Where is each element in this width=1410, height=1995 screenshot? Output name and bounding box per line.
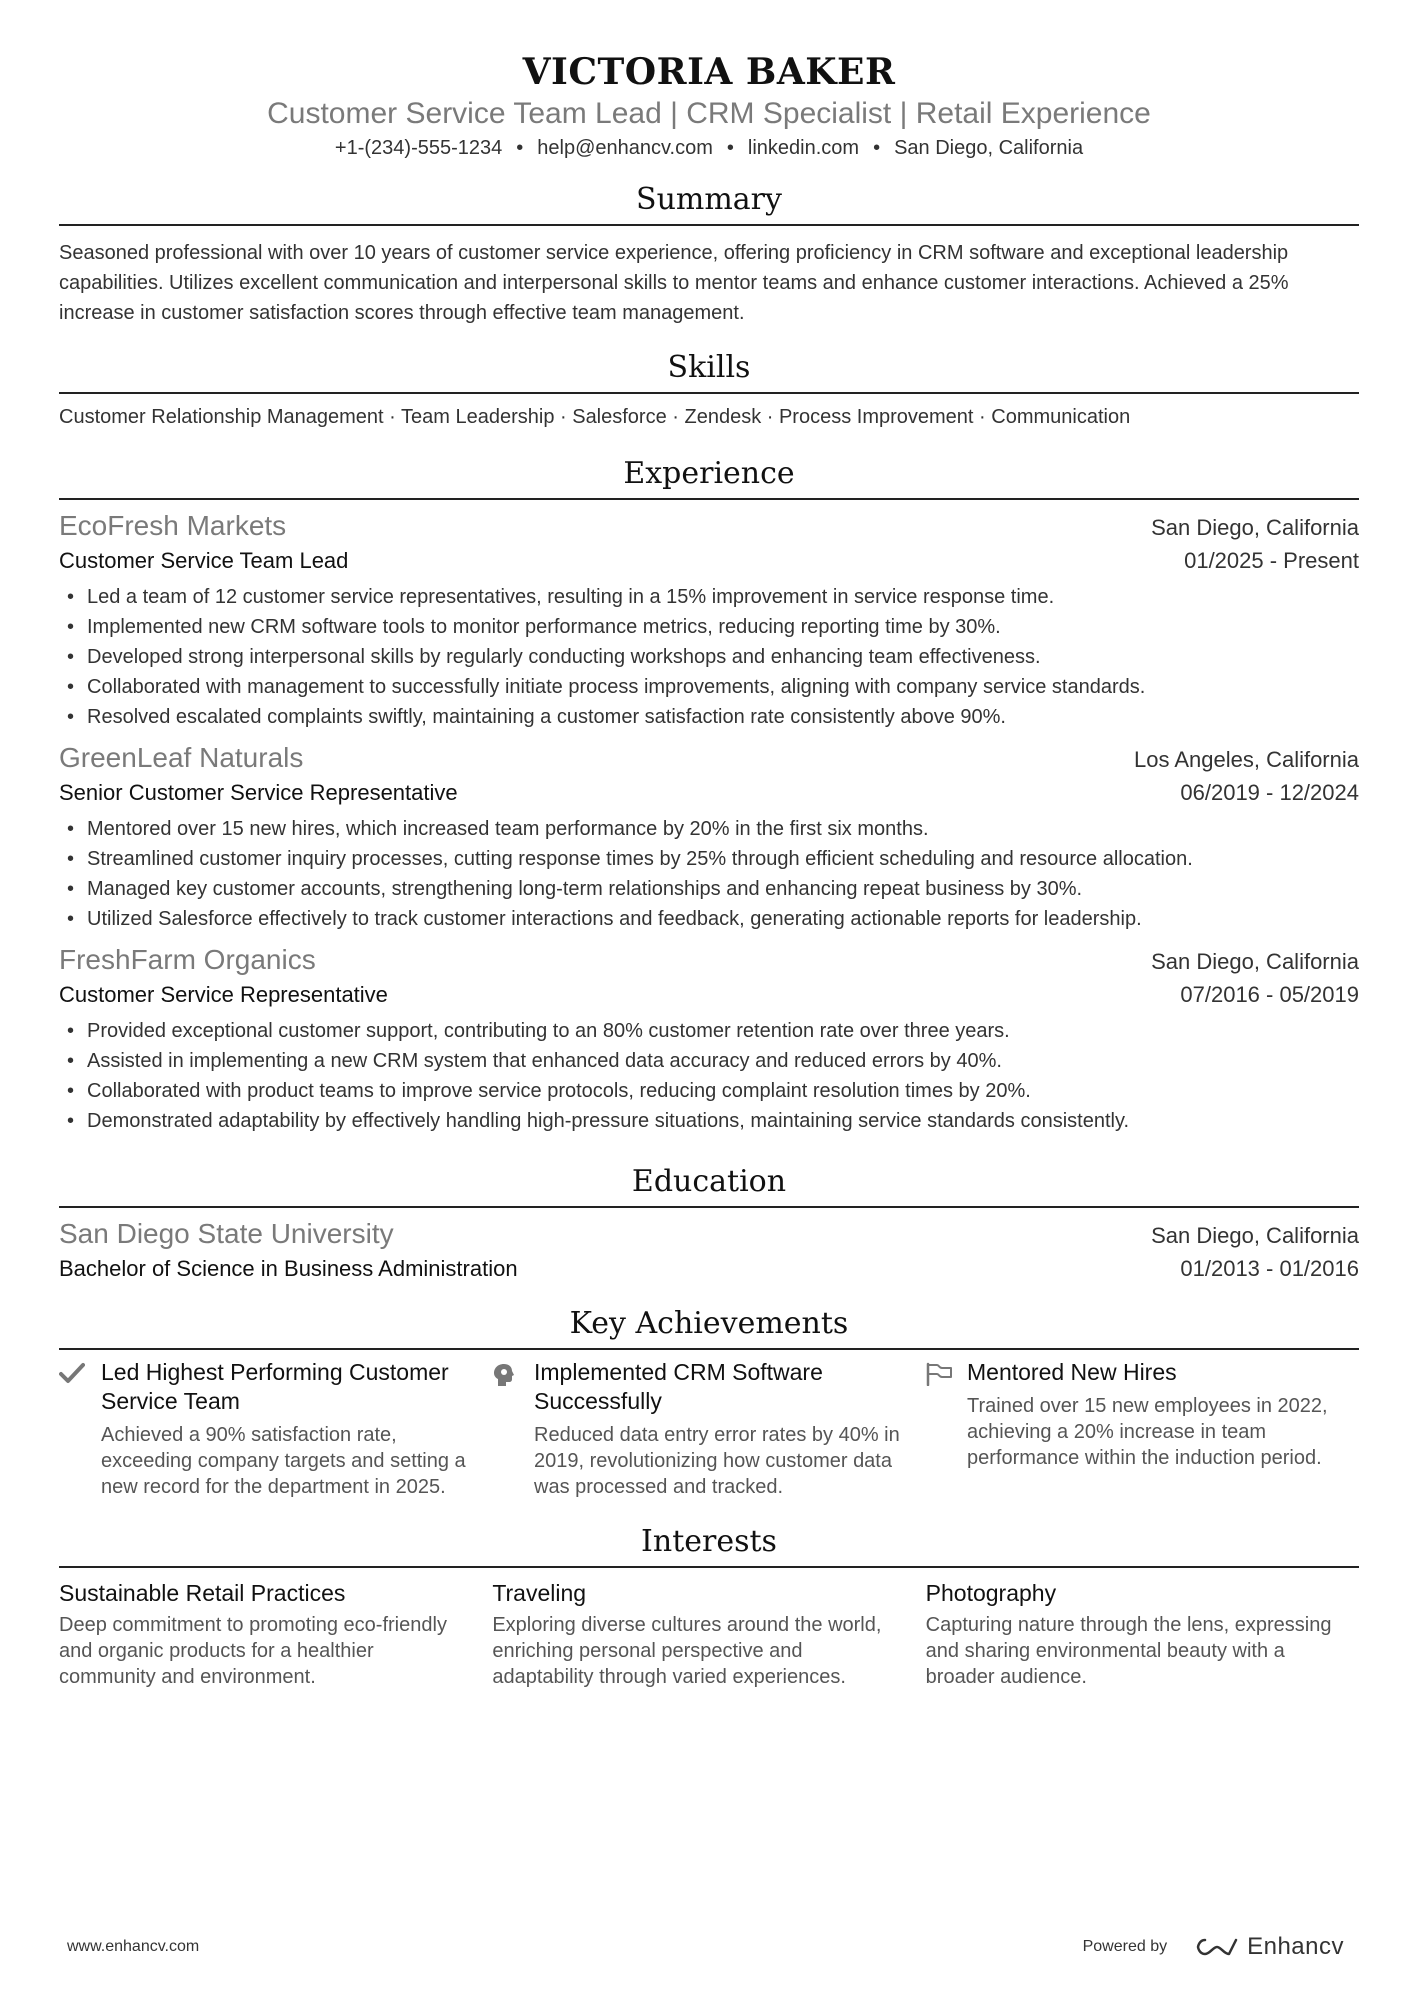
page-footer xyxy=(67,1933,1344,1961)
education-dates: 01/2013 - 01/2016 xyxy=(1180,1256,1359,1281)
interest-title: Sustainable Retail Practices xyxy=(59,1580,346,1606)
resume-page xyxy=(59,0,1359,1995)
enhancv-logo-icon xyxy=(1195,1936,1239,1958)
achievement-title: Led Highest Performing Customer Service Team xyxy=(101,1359,449,1414)
section-divider xyxy=(59,392,1359,394)
job-bullets xyxy=(59,582,1359,732)
degree: Bachelor of Science in Business Administration xyxy=(59,1256,518,1281)
contact-line xyxy=(59,134,1359,162)
job-role: Customer Service Team Lead xyxy=(59,548,349,573)
interest-title: Photography xyxy=(925,1580,1057,1606)
school-name: San Diego State University xyxy=(59,1218,394,1249)
achievement-title: Implemented CRM Software Successfully xyxy=(534,1359,823,1414)
interest-desc: Exploring diverse cultures around the world, enriching personal perspective and adaptability through varied experiences. xyxy=(492,1614,882,1688)
candidate-name: VICTORIA BAKER xyxy=(522,51,896,93)
job-dates: 01/2025 - Present xyxy=(1184,548,1359,573)
achievement-item xyxy=(925,1358,1358,1500)
bullet-item: • Developed strong interpersonal skills by regularly conducting workshops and enhancing team effectiveness. xyxy=(59,642,1359,672)
company-name: GreenLeaf Naturals xyxy=(59,742,304,773)
resume-header xyxy=(59,0,1359,162)
bullet-item: • Led a team of 12 customer service representatives, resulting in a 15% improvement in service response time. xyxy=(59,582,1359,612)
section-divider xyxy=(59,1348,1359,1350)
section-divider xyxy=(59,498,1359,500)
bullet-item: • Implemented new CRM software tools to monitor performance metrics, reducing reporting time by 30%. xyxy=(59,612,1359,642)
footer-website[interactable]: www.enhancv.com xyxy=(67,1938,200,1955)
achievements-grid xyxy=(59,1358,1359,1500)
enhancv-logo[interactable] xyxy=(1195,1933,1344,1961)
bullet-item: • Resolved escalated complaints swiftly, maintaining a customer satisfaction rate consistently above 90%. xyxy=(59,702,1359,732)
job-bullets xyxy=(59,1016,1359,1136)
candidate-title: Customer Service Team Lead | CRM Specialist | Retail Experience xyxy=(267,97,1151,130)
bullet-item: • Collaborated with product teams to improve service protocols, reducing complaint resolution times by 20%. xyxy=(59,1076,1359,1106)
education-entry xyxy=(59,1216,1359,1286)
achievements-section xyxy=(59,1302,1359,1500)
interest-item xyxy=(492,1576,925,1690)
section-title-summary: Summary xyxy=(636,182,782,217)
flag-icon xyxy=(925,1358,967,1500)
brain-icon xyxy=(492,1358,534,1500)
section-title-achievements: Key Achievements xyxy=(569,1306,849,1341)
section-title-experience: Experience xyxy=(623,456,795,491)
bullet-item: • Streamlined customer inquiry processes, cutting response times by 25% through efficient scheduling and resource allocation. xyxy=(59,844,1359,874)
section-divider xyxy=(59,1206,1359,1208)
job-entry xyxy=(59,740,1359,934)
summary-section xyxy=(59,178,1359,328)
job-entry xyxy=(59,508,1359,732)
achievement-desc: Trained over 15 new employees in 2022, achieving a 20% increase in team performance within the induction period. xyxy=(967,1395,1328,1469)
section-title-education: Education xyxy=(631,1164,787,1199)
checkmark-icon xyxy=(59,1358,101,1500)
summary-text: Seasoned professional with over 10 years of customer service experience, offering proficiency in CRM software and exceptional leadership capabilities. Utilizes excellent communication and interpersonal skills to mentor teams and enhance customer interactions. Achieved a 25% increase in customer satisfaction scores through effective team management. xyxy=(59,242,1289,324)
company-name: FreshFarm Organics xyxy=(59,944,316,975)
interests-grid xyxy=(59,1576,1359,1690)
footer-branding xyxy=(1083,1933,1344,1961)
phone: +1-(234)-555-1234 xyxy=(334,137,503,159)
bullet-item: • Assisted in implementing a new CRM system that enhanced data accuracy and reduced errors by 40%. xyxy=(59,1046,1359,1076)
interest-item xyxy=(59,1576,492,1690)
job-bullets xyxy=(59,814,1359,934)
linkedin[interactable]: linkedin.com xyxy=(747,137,860,159)
interests-section xyxy=(59,1520,1359,1690)
bullet-item: • Managed key customer accounts, strengthening long-term relationships and enhancing repeat business by 30%. xyxy=(59,874,1359,904)
job-role: Senior Customer Service Representative xyxy=(59,780,458,805)
brand-name: Enhancv xyxy=(1247,1933,1344,1960)
interest-item xyxy=(926,1576,1359,1690)
email[interactable]: help@enhancv.com xyxy=(537,137,713,159)
bullet-item: • Collaborated with management to successfully initiate process improvements, aligning with company service standards. xyxy=(59,672,1359,702)
section-title-skills: Skills xyxy=(667,350,751,385)
section-divider xyxy=(59,224,1359,226)
experience-section xyxy=(59,452,1359,1136)
separator-dot: • xyxy=(516,137,524,159)
section-divider xyxy=(59,1566,1359,1568)
job-location: San Diego, California xyxy=(1151,515,1359,540)
job-entry xyxy=(59,942,1359,1136)
education-section xyxy=(59,1160,1359,1286)
separator-dot: • xyxy=(873,137,881,159)
powered-by-label: Powered by xyxy=(1082,1938,1168,1955)
bullet-item: • Provided exceptional customer support, contributing to an 80% customer retention rate over three years. xyxy=(59,1016,1359,1046)
interest-desc: Capturing nature through the lens, expressing and sharing environmental beauty with a broader audience. xyxy=(925,1614,1332,1688)
achievement-title: Mentored New Hires xyxy=(967,1359,1177,1385)
section-title-interests: Interests xyxy=(641,1524,777,1559)
bullet-item: • Mentored over 15 new hires, which increased team performance by 20% in the first six months. xyxy=(59,814,1359,844)
achievement-desc: Reduced data entry error rates by 40% in 2019, revolutionizing how customer data was processed and tracked. xyxy=(534,1424,900,1498)
bullet-item: • Demonstrated adaptability by effectively handling high-pressure situations, maintaining service standards consistently. xyxy=(59,1106,1359,1136)
bullet-item: • Utilized Salesforce effectively to track customer interactions and feedback, generating actionable reports for leadership. xyxy=(59,904,1359,934)
interest-desc: Deep commitment to promoting eco-friendly and organic products for a healthier community and environment. xyxy=(59,1614,447,1688)
company-name: EcoFresh Markets xyxy=(59,510,287,541)
job-role: Customer Service Representative xyxy=(59,982,388,1007)
interest-title: Traveling xyxy=(492,1580,587,1606)
job-location: San Diego, California xyxy=(1151,949,1359,974)
separator-dot: • xyxy=(726,137,734,159)
achievement-item xyxy=(59,1358,492,1500)
achievement-desc: Achieved a 90% satisfaction rate, exceeding company targets and setting a new record for the department in 2025. xyxy=(101,1424,466,1498)
job-dates: 07/2016 - 05/2019 xyxy=(1180,982,1359,1007)
job-dates: 06/2019 - 12/2024 xyxy=(1180,780,1359,805)
location: San Diego, California xyxy=(894,137,1084,159)
achievement-item xyxy=(492,1358,925,1500)
school-location: San Diego, California xyxy=(1151,1223,1359,1248)
job-location: Los Angeles, California xyxy=(1133,747,1359,772)
skills-section xyxy=(59,346,1359,432)
skills-list: Customer Relationship Management · Team Leadership · Salesforce · Zendesk · Process Improvement · Communication xyxy=(59,406,1131,428)
